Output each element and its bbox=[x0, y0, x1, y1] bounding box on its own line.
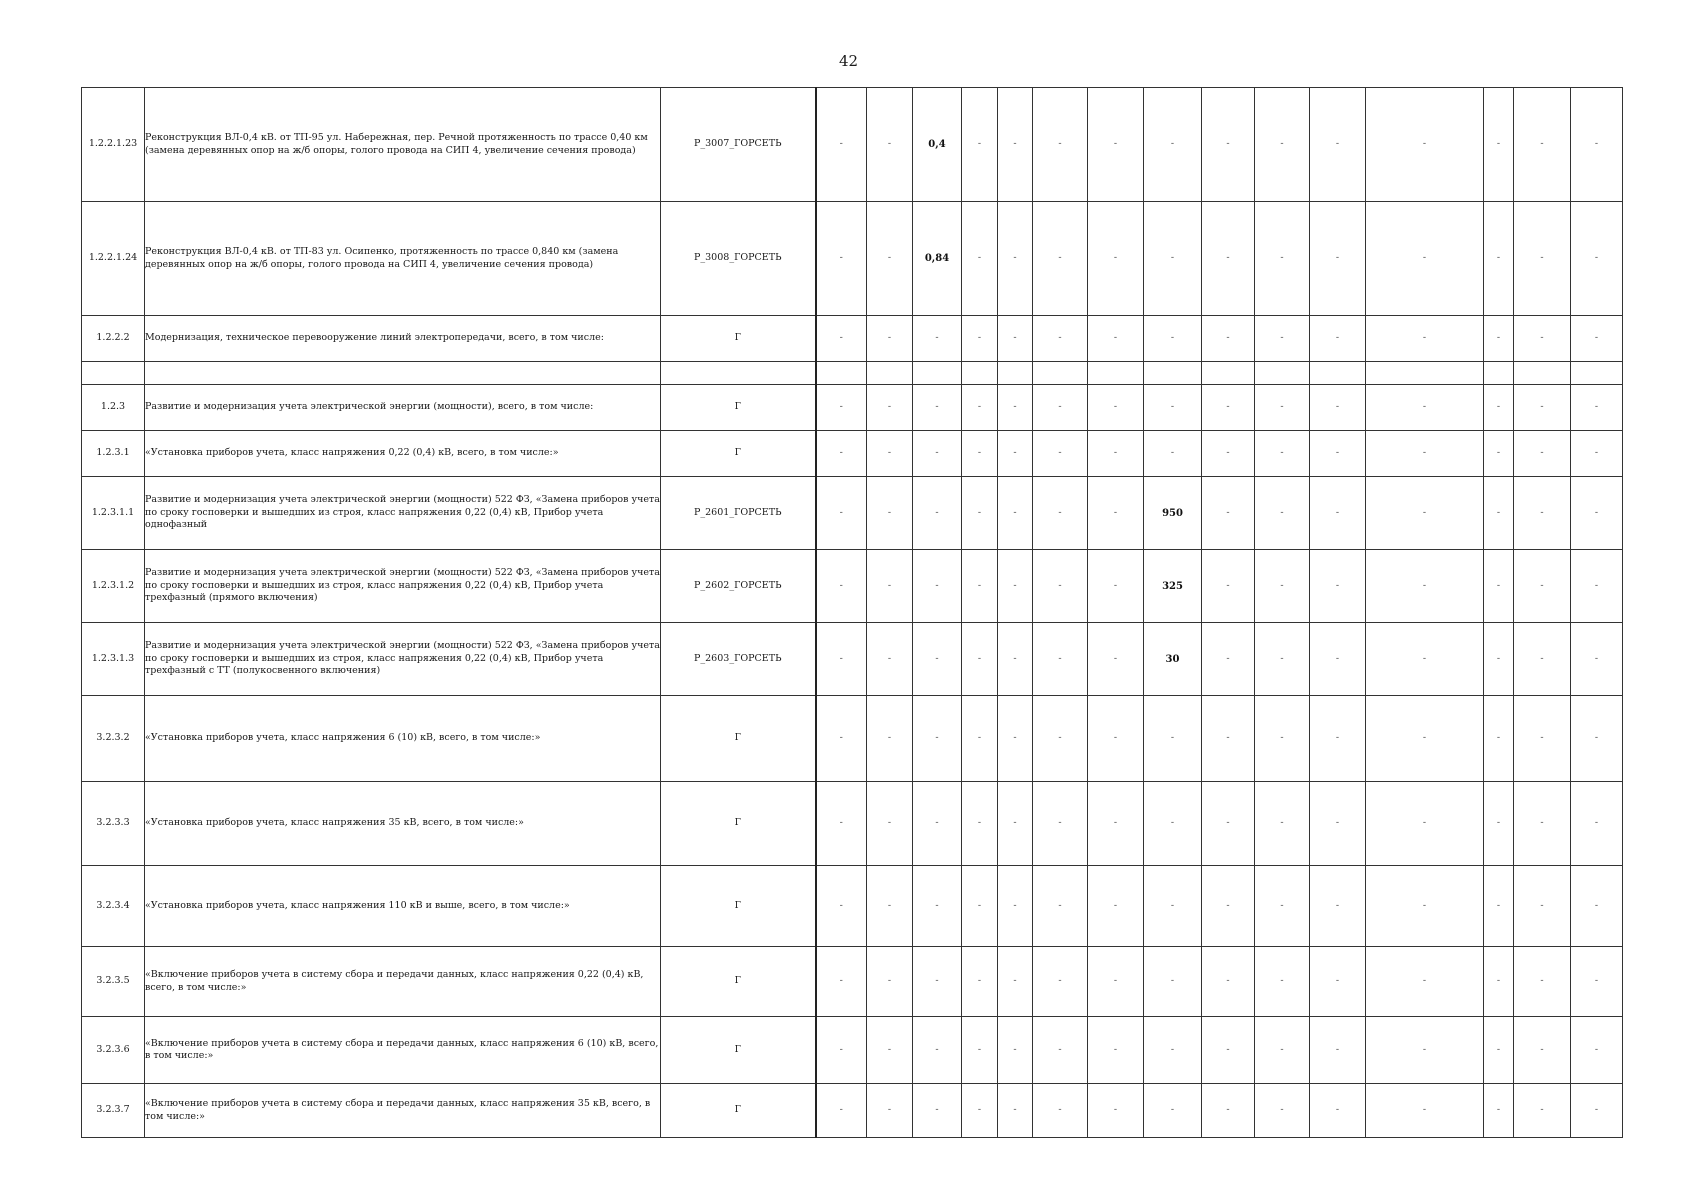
value-cell: - bbox=[913, 623, 962, 696]
value-cell: - bbox=[816, 385, 867, 431]
value-cell: - bbox=[816, 1017, 867, 1084]
value-cell: - bbox=[1366, 431, 1484, 477]
table-row bbox=[82, 202, 1623, 316]
value-cell: - bbox=[1310, 316, 1366, 362]
value-cell: - bbox=[913, 696, 962, 782]
value-cell bbox=[1310, 362, 1366, 385]
table-row bbox=[82, 550, 1623, 623]
value-cell: - bbox=[1366, 202, 1484, 316]
value-cell: - bbox=[1514, 1084, 1571, 1138]
value-cell: 325 bbox=[1144, 550, 1202, 623]
row-identifier: P_2601_ГОРСЕТЬ bbox=[661, 477, 816, 550]
value-cell: - bbox=[1571, 696, 1623, 782]
table-row bbox=[82, 477, 1623, 550]
value-cell: - bbox=[1033, 866, 1088, 947]
value-cell: - bbox=[1202, 866, 1255, 947]
table-row bbox=[82, 431, 1623, 477]
value-cell: - bbox=[1033, 782, 1088, 866]
value-cell: - bbox=[1202, 623, 1255, 696]
value-cell: - bbox=[1088, 782, 1144, 866]
value-cell: - bbox=[1144, 782, 1202, 866]
value-cell: - bbox=[1484, 202, 1514, 316]
value-cell: - bbox=[1088, 696, 1144, 782]
value-cell: - bbox=[867, 88, 913, 202]
row-identifier: Г bbox=[661, 782, 816, 866]
value-cell: - bbox=[998, 866, 1033, 947]
value-cell: - bbox=[1310, 477, 1366, 550]
value-cell: - bbox=[1255, 696, 1310, 782]
value-cell: - bbox=[1144, 88, 1202, 202]
value-cell: - bbox=[1484, 431, 1514, 477]
value-cell: - bbox=[998, 202, 1033, 316]
row-code: 1.2.2.1.23 bbox=[82, 88, 145, 202]
value-cell: - bbox=[1514, 385, 1571, 431]
row-name: «Включение приборов учета в систему сбора и передачи данных, класс напряжения 35 кВ, всего, в том числе:» bbox=[145, 1084, 661, 1138]
value-cell: - bbox=[1310, 431, 1366, 477]
value-cell: - bbox=[1366, 1017, 1484, 1084]
value-cell: - bbox=[1310, 1084, 1366, 1138]
value-cell: - bbox=[962, 623, 998, 696]
value-cell bbox=[962, 362, 998, 385]
value-cell: - bbox=[1144, 947, 1202, 1017]
value-cell: - bbox=[1366, 623, 1484, 696]
value-cell: - bbox=[1571, 1084, 1623, 1138]
value-cell: - bbox=[1571, 88, 1623, 202]
value-cell: - bbox=[1366, 1084, 1484, 1138]
value-cell: - bbox=[1088, 316, 1144, 362]
value-cell: - bbox=[867, 385, 913, 431]
value-cell: - bbox=[816, 696, 867, 782]
value-cell: - bbox=[816, 88, 867, 202]
value-cell: - bbox=[1255, 431, 1310, 477]
value-cell: 0,84 bbox=[913, 202, 962, 316]
value-cell: - bbox=[816, 431, 867, 477]
value-cell: - bbox=[998, 623, 1033, 696]
value-cell: - bbox=[1202, 782, 1255, 866]
value-cell: - bbox=[1484, 1017, 1514, 1084]
value-cell: - bbox=[867, 947, 913, 1017]
row-code: 3.2.3.4 bbox=[82, 866, 145, 947]
row-identifier: Г bbox=[661, 947, 816, 1017]
value-cell: - bbox=[1202, 431, 1255, 477]
value-cell: - bbox=[867, 316, 913, 362]
value-cell bbox=[816, 362, 867, 385]
value-cell: - bbox=[962, 385, 998, 431]
value-cell: - bbox=[1484, 550, 1514, 623]
value-cell: - bbox=[1202, 550, 1255, 623]
value-cell: - bbox=[913, 385, 962, 431]
value-cell: - bbox=[1514, 431, 1571, 477]
value-cell: - bbox=[1484, 477, 1514, 550]
value-cell: - bbox=[1255, 866, 1310, 947]
value-cell: - bbox=[1571, 477, 1623, 550]
value-cell: - bbox=[1514, 550, 1571, 623]
value-cell: - bbox=[962, 477, 998, 550]
value-cell: - bbox=[1144, 202, 1202, 316]
table-row bbox=[82, 866, 1623, 947]
row-identifier: Г bbox=[661, 696, 816, 782]
value-cell: - bbox=[1484, 1084, 1514, 1138]
value-cell: - bbox=[998, 431, 1033, 477]
value-cell bbox=[1202, 362, 1255, 385]
value-cell: - bbox=[1033, 385, 1088, 431]
value-cell: - bbox=[913, 947, 962, 1017]
value-cell: - bbox=[1571, 202, 1623, 316]
value-cell: - bbox=[913, 1017, 962, 1084]
row-code: 1.2.2.1.24 bbox=[82, 202, 145, 316]
value-cell: - bbox=[867, 550, 913, 623]
value-cell: - bbox=[1514, 623, 1571, 696]
value-cell: - bbox=[816, 550, 867, 623]
table-row bbox=[82, 782, 1623, 866]
value-cell: - bbox=[1514, 202, 1571, 316]
table-row bbox=[82, 623, 1623, 696]
table-row bbox=[82, 1017, 1623, 1084]
value-cell bbox=[1514, 362, 1571, 385]
row-name: «Включение приборов учета в систему сбора и передачи данных, класс напряжения 0,22 (0,4) кВ, всего, в том числе:» bbox=[145, 947, 661, 1017]
value-cell: - bbox=[816, 202, 867, 316]
value-cell: - bbox=[1514, 316, 1571, 362]
value-cell: - bbox=[1033, 431, 1088, 477]
row-name: «Установка приборов учета, класс напряжения 110 кВ и выше, всего, в том числе:» bbox=[145, 866, 661, 947]
value-cell: - bbox=[1033, 1084, 1088, 1138]
value-cell: - bbox=[867, 623, 913, 696]
value-cell: - bbox=[1255, 202, 1310, 316]
value-cell: - bbox=[867, 696, 913, 782]
value-cell: - bbox=[998, 88, 1033, 202]
value-cell: - bbox=[1255, 477, 1310, 550]
row-identifier: Г bbox=[661, 866, 816, 947]
value-cell: - bbox=[1366, 782, 1484, 866]
value-cell: - bbox=[1310, 88, 1366, 202]
row-identifier: Г bbox=[661, 316, 816, 362]
value-cell: - bbox=[1310, 550, 1366, 623]
row-code: 3.2.3.5 bbox=[82, 947, 145, 1017]
value-cell: - bbox=[1202, 1084, 1255, 1138]
value-cell: - bbox=[1088, 88, 1144, 202]
value-cell: - bbox=[867, 782, 913, 866]
row-name: «Установка приборов учета, класс напряжения 35 кВ, всего, в том числе:» bbox=[145, 782, 661, 866]
value-cell bbox=[1033, 362, 1088, 385]
value-cell: - bbox=[1088, 550, 1144, 623]
value-cell: - bbox=[1202, 385, 1255, 431]
value-cell: - bbox=[1484, 88, 1514, 202]
row-name: «Установка приборов учета, класс напряжения 0,22 (0,4) кВ, всего, в том числе:» bbox=[145, 431, 661, 477]
value-cell: - bbox=[867, 1084, 913, 1138]
value-cell: - bbox=[1144, 316, 1202, 362]
value-cell: - bbox=[1484, 696, 1514, 782]
table-row bbox=[82, 1084, 1623, 1138]
value-cell: - bbox=[1571, 782, 1623, 866]
value-cell: - bbox=[1088, 1084, 1144, 1138]
row-name: Развитие и модернизация учета электрической энергии (мощности) 522 ФЗ, «Замена приборов учета по сроку госповерки и вышедших из строя, класс напряжения 0,22 (0,4) кВ, Прибор учета трехфазный (прямого включения) bbox=[145, 550, 661, 623]
value-cell: - bbox=[1366, 316, 1484, 362]
value-cell bbox=[998, 362, 1033, 385]
row-identifier bbox=[661, 362, 816, 385]
value-cell: - bbox=[867, 1017, 913, 1084]
value-cell: - bbox=[962, 782, 998, 866]
value-cell: - bbox=[816, 866, 867, 947]
value-cell: - bbox=[1033, 202, 1088, 316]
value-cell: 0,4 bbox=[913, 88, 962, 202]
row-identifier: Г bbox=[661, 1084, 816, 1138]
value-cell: - bbox=[816, 782, 867, 866]
value-cell: - bbox=[1571, 947, 1623, 1017]
value-cell: - bbox=[816, 623, 867, 696]
value-cell: - bbox=[998, 550, 1033, 623]
value-cell: - bbox=[1144, 431, 1202, 477]
value-cell: - bbox=[1310, 202, 1366, 316]
value-cell: - bbox=[1484, 866, 1514, 947]
value-cell: - bbox=[1088, 431, 1144, 477]
table-row bbox=[82, 947, 1623, 1017]
row-name: «Включение приборов учета в систему сбора и передачи данных, класс напряжения 6 (10) кВ, всего, в том числе:» bbox=[145, 1017, 661, 1084]
value-cell: - bbox=[1255, 782, 1310, 866]
value-cell: - bbox=[1202, 477, 1255, 550]
value-cell: - bbox=[913, 866, 962, 947]
value-cell: - bbox=[913, 550, 962, 623]
value-cell: - bbox=[1088, 947, 1144, 1017]
row-code bbox=[82, 362, 145, 385]
investment-table bbox=[81, 87, 1623, 1138]
row-code: 1.2.3.1 bbox=[82, 431, 145, 477]
value-cell: - bbox=[1366, 696, 1484, 782]
value-cell: - bbox=[1310, 947, 1366, 1017]
value-cell: - bbox=[1202, 202, 1255, 316]
value-cell: - bbox=[962, 947, 998, 1017]
value-cell: - bbox=[998, 1017, 1033, 1084]
value-cell: - bbox=[1366, 550, 1484, 623]
value-cell: - bbox=[962, 202, 998, 316]
value-cell bbox=[913, 362, 962, 385]
value-cell: - bbox=[962, 550, 998, 623]
value-cell: - bbox=[998, 316, 1033, 362]
value-cell: - bbox=[1514, 782, 1571, 866]
row-identifier: Г bbox=[661, 431, 816, 477]
row-identifier: P_2603_ГОРСЕТЬ bbox=[661, 623, 816, 696]
value-cell: - bbox=[1514, 866, 1571, 947]
value-cell: - bbox=[1033, 623, 1088, 696]
value-cell: - bbox=[1202, 947, 1255, 1017]
value-cell: - bbox=[1202, 88, 1255, 202]
value-cell: - bbox=[1202, 316, 1255, 362]
value-cell: - bbox=[1514, 477, 1571, 550]
value-cell: - bbox=[1033, 1017, 1088, 1084]
value-cell: - bbox=[962, 431, 998, 477]
value-cell: - bbox=[1088, 385, 1144, 431]
value-cell: - bbox=[1255, 88, 1310, 202]
value-cell: - bbox=[962, 1017, 998, 1084]
value-cell: - bbox=[1144, 696, 1202, 782]
value-cell: - bbox=[998, 947, 1033, 1017]
value-cell: - bbox=[816, 947, 867, 1017]
value-cell: - bbox=[962, 88, 998, 202]
value-cell: - bbox=[816, 477, 867, 550]
value-cell: - bbox=[998, 1084, 1033, 1138]
value-cell: - bbox=[1202, 696, 1255, 782]
value-cell: - bbox=[1033, 88, 1088, 202]
row-name: Реконструкция ВЛ-0,4 кВ. от ТП-83 ул. Осипенко, протяженность по трассе 0,840 км (замена деревянных опор на ж/б опоры, голого провода на СИП 4, увеличение сечения провода) bbox=[145, 202, 661, 316]
value-cell: - bbox=[1366, 385, 1484, 431]
value-cell: - bbox=[1514, 1017, 1571, 1084]
row-identifier: Г bbox=[661, 385, 816, 431]
row-identifier: P_2602_ГОРСЕТЬ bbox=[661, 550, 816, 623]
table-row bbox=[82, 88, 1623, 202]
value-cell: - bbox=[913, 1084, 962, 1138]
value-cell: - bbox=[1514, 88, 1571, 202]
row-name: «Установка приборов учета, класс напряжения 6 (10) кВ, всего, в том числе:» bbox=[145, 696, 661, 782]
value-cell: - bbox=[1366, 88, 1484, 202]
value-cell: - bbox=[1033, 550, 1088, 623]
value-cell: 950 bbox=[1144, 477, 1202, 550]
value-cell: - bbox=[1310, 866, 1366, 947]
value-cell: - bbox=[1033, 696, 1088, 782]
value-cell: - bbox=[1033, 477, 1088, 550]
value-cell: - bbox=[1144, 866, 1202, 947]
value-cell: - bbox=[1255, 623, 1310, 696]
row-code: 1.2.3.1.1 bbox=[82, 477, 145, 550]
value-cell: - bbox=[1144, 1017, 1202, 1084]
value-cell: - bbox=[1514, 947, 1571, 1017]
value-cell: - bbox=[1310, 696, 1366, 782]
row-code: 1.2.3.1.3 bbox=[82, 623, 145, 696]
value-cell: - bbox=[962, 696, 998, 782]
value-cell: 30 bbox=[1144, 623, 1202, 696]
table-row bbox=[82, 362, 1623, 385]
value-cell: - bbox=[913, 477, 962, 550]
value-cell: - bbox=[1484, 385, 1514, 431]
value-cell: - bbox=[913, 782, 962, 866]
value-cell: - bbox=[1366, 477, 1484, 550]
table-row bbox=[82, 385, 1623, 431]
value-cell: - bbox=[1571, 866, 1623, 947]
value-cell: - bbox=[1202, 1017, 1255, 1084]
value-cell: - bbox=[1484, 782, 1514, 866]
table-row bbox=[82, 316, 1623, 362]
value-cell: - bbox=[1571, 431, 1623, 477]
page-number: 42 bbox=[838, 52, 859, 70]
value-cell: - bbox=[1310, 782, 1366, 866]
value-cell: - bbox=[1310, 623, 1366, 696]
value-cell: - bbox=[1144, 385, 1202, 431]
value-cell: - bbox=[1033, 947, 1088, 1017]
value-cell: - bbox=[998, 782, 1033, 866]
value-cell: - bbox=[962, 1084, 998, 1138]
table-row bbox=[82, 696, 1623, 782]
value-cell: - bbox=[1088, 202, 1144, 316]
value-cell: - bbox=[1571, 623, 1623, 696]
value-cell: - bbox=[816, 1084, 867, 1138]
value-cell bbox=[1088, 362, 1144, 385]
value-cell: - bbox=[1088, 477, 1144, 550]
value-cell: - bbox=[1255, 550, 1310, 623]
row-code: 3.2.3.3 bbox=[82, 782, 145, 866]
row-identifier: Г bbox=[661, 1017, 816, 1084]
value-cell: - bbox=[1033, 316, 1088, 362]
value-cell: - bbox=[998, 696, 1033, 782]
row-code: 3.2.3.2 bbox=[82, 696, 145, 782]
value-cell: - bbox=[1255, 1084, 1310, 1138]
row-name: Реконструкция ВЛ-0,4 кВ. от ТП-95 ул. Набережная, пер. Речной протяженность по трассе 0,40 км (замена деревянных опор на ж/б опоры, голого провода на СИП 4, увеличение сечения провода) bbox=[145, 88, 661, 202]
value-cell: - bbox=[998, 385, 1033, 431]
value-cell: - bbox=[1088, 1017, 1144, 1084]
value-cell: - bbox=[913, 431, 962, 477]
value-cell: - bbox=[1571, 550, 1623, 623]
value-cell bbox=[1484, 362, 1514, 385]
value-cell: - bbox=[1484, 623, 1514, 696]
value-cell: - bbox=[1310, 385, 1366, 431]
value-cell: - bbox=[867, 202, 913, 316]
value-cell bbox=[1255, 362, 1310, 385]
row-name bbox=[145, 362, 661, 385]
value-cell: - bbox=[867, 431, 913, 477]
value-cell: - bbox=[1484, 316, 1514, 362]
value-cell bbox=[867, 362, 913, 385]
row-name: Модернизация, техническое перевооружение линий электропередачи, всего, в том числе: bbox=[145, 316, 661, 362]
row-name: Развитие и модернизация учета электрической энергии (мощности) 522 ФЗ, «Замена приборов учета по сроку госповерки и вышедших из строя, класс напряжения 0,22 (0,4) кВ, Прибор учета однофазный bbox=[145, 477, 661, 550]
value-cell: - bbox=[1571, 385, 1623, 431]
value-cell: - bbox=[962, 316, 998, 362]
value-cell: - bbox=[1571, 316, 1623, 362]
value-cell: - bbox=[962, 866, 998, 947]
value-cell: - bbox=[1255, 1017, 1310, 1084]
row-code: 1.2.3.1.2 bbox=[82, 550, 145, 623]
value-cell: - bbox=[1366, 866, 1484, 947]
row-code: 1.2.2.2 bbox=[82, 316, 145, 362]
value-cell: - bbox=[913, 316, 962, 362]
row-name: Развитие и модернизация учета электрической энергии (мощности) 522 ФЗ, «Замена приборов учета по сроку госповерки и вышедших из строя, класс напряжения 0,22 (0,4) кВ, Прибор учета трехфазный с ТТ (полукосвенного включения) bbox=[145, 623, 661, 696]
value-cell: - bbox=[867, 866, 913, 947]
value-cell bbox=[1366, 362, 1484, 385]
value-cell: - bbox=[1484, 947, 1514, 1017]
value-cell: - bbox=[1255, 385, 1310, 431]
value-cell: - bbox=[867, 477, 913, 550]
value-cell: - bbox=[1571, 1017, 1623, 1084]
value-cell bbox=[1571, 362, 1623, 385]
row-name: Развитие и модернизация учета электрической энергии (мощности), всего, в том числе: bbox=[145, 385, 661, 431]
row-code: 3.2.3.7 bbox=[82, 1084, 145, 1138]
value-cell: - bbox=[1514, 696, 1571, 782]
value-cell: - bbox=[1255, 947, 1310, 1017]
value-cell: - bbox=[816, 316, 867, 362]
row-identifier: P_3007_ГОРСЕТЬ bbox=[661, 88, 816, 202]
row-code: 3.2.3.6 bbox=[82, 1017, 145, 1084]
row-code: 1.2.3 bbox=[82, 385, 145, 431]
value-cell: - bbox=[1144, 1084, 1202, 1138]
value-cell: - bbox=[1366, 947, 1484, 1017]
value-cell: - bbox=[998, 477, 1033, 550]
row-identifier: P_3008_ГОРСЕТЬ bbox=[661, 202, 816, 316]
value-cell: - bbox=[1088, 623, 1144, 696]
value-cell: - bbox=[1255, 316, 1310, 362]
value-cell: - bbox=[1088, 866, 1144, 947]
value-cell bbox=[1144, 362, 1202, 385]
value-cell: - bbox=[1310, 1017, 1366, 1084]
